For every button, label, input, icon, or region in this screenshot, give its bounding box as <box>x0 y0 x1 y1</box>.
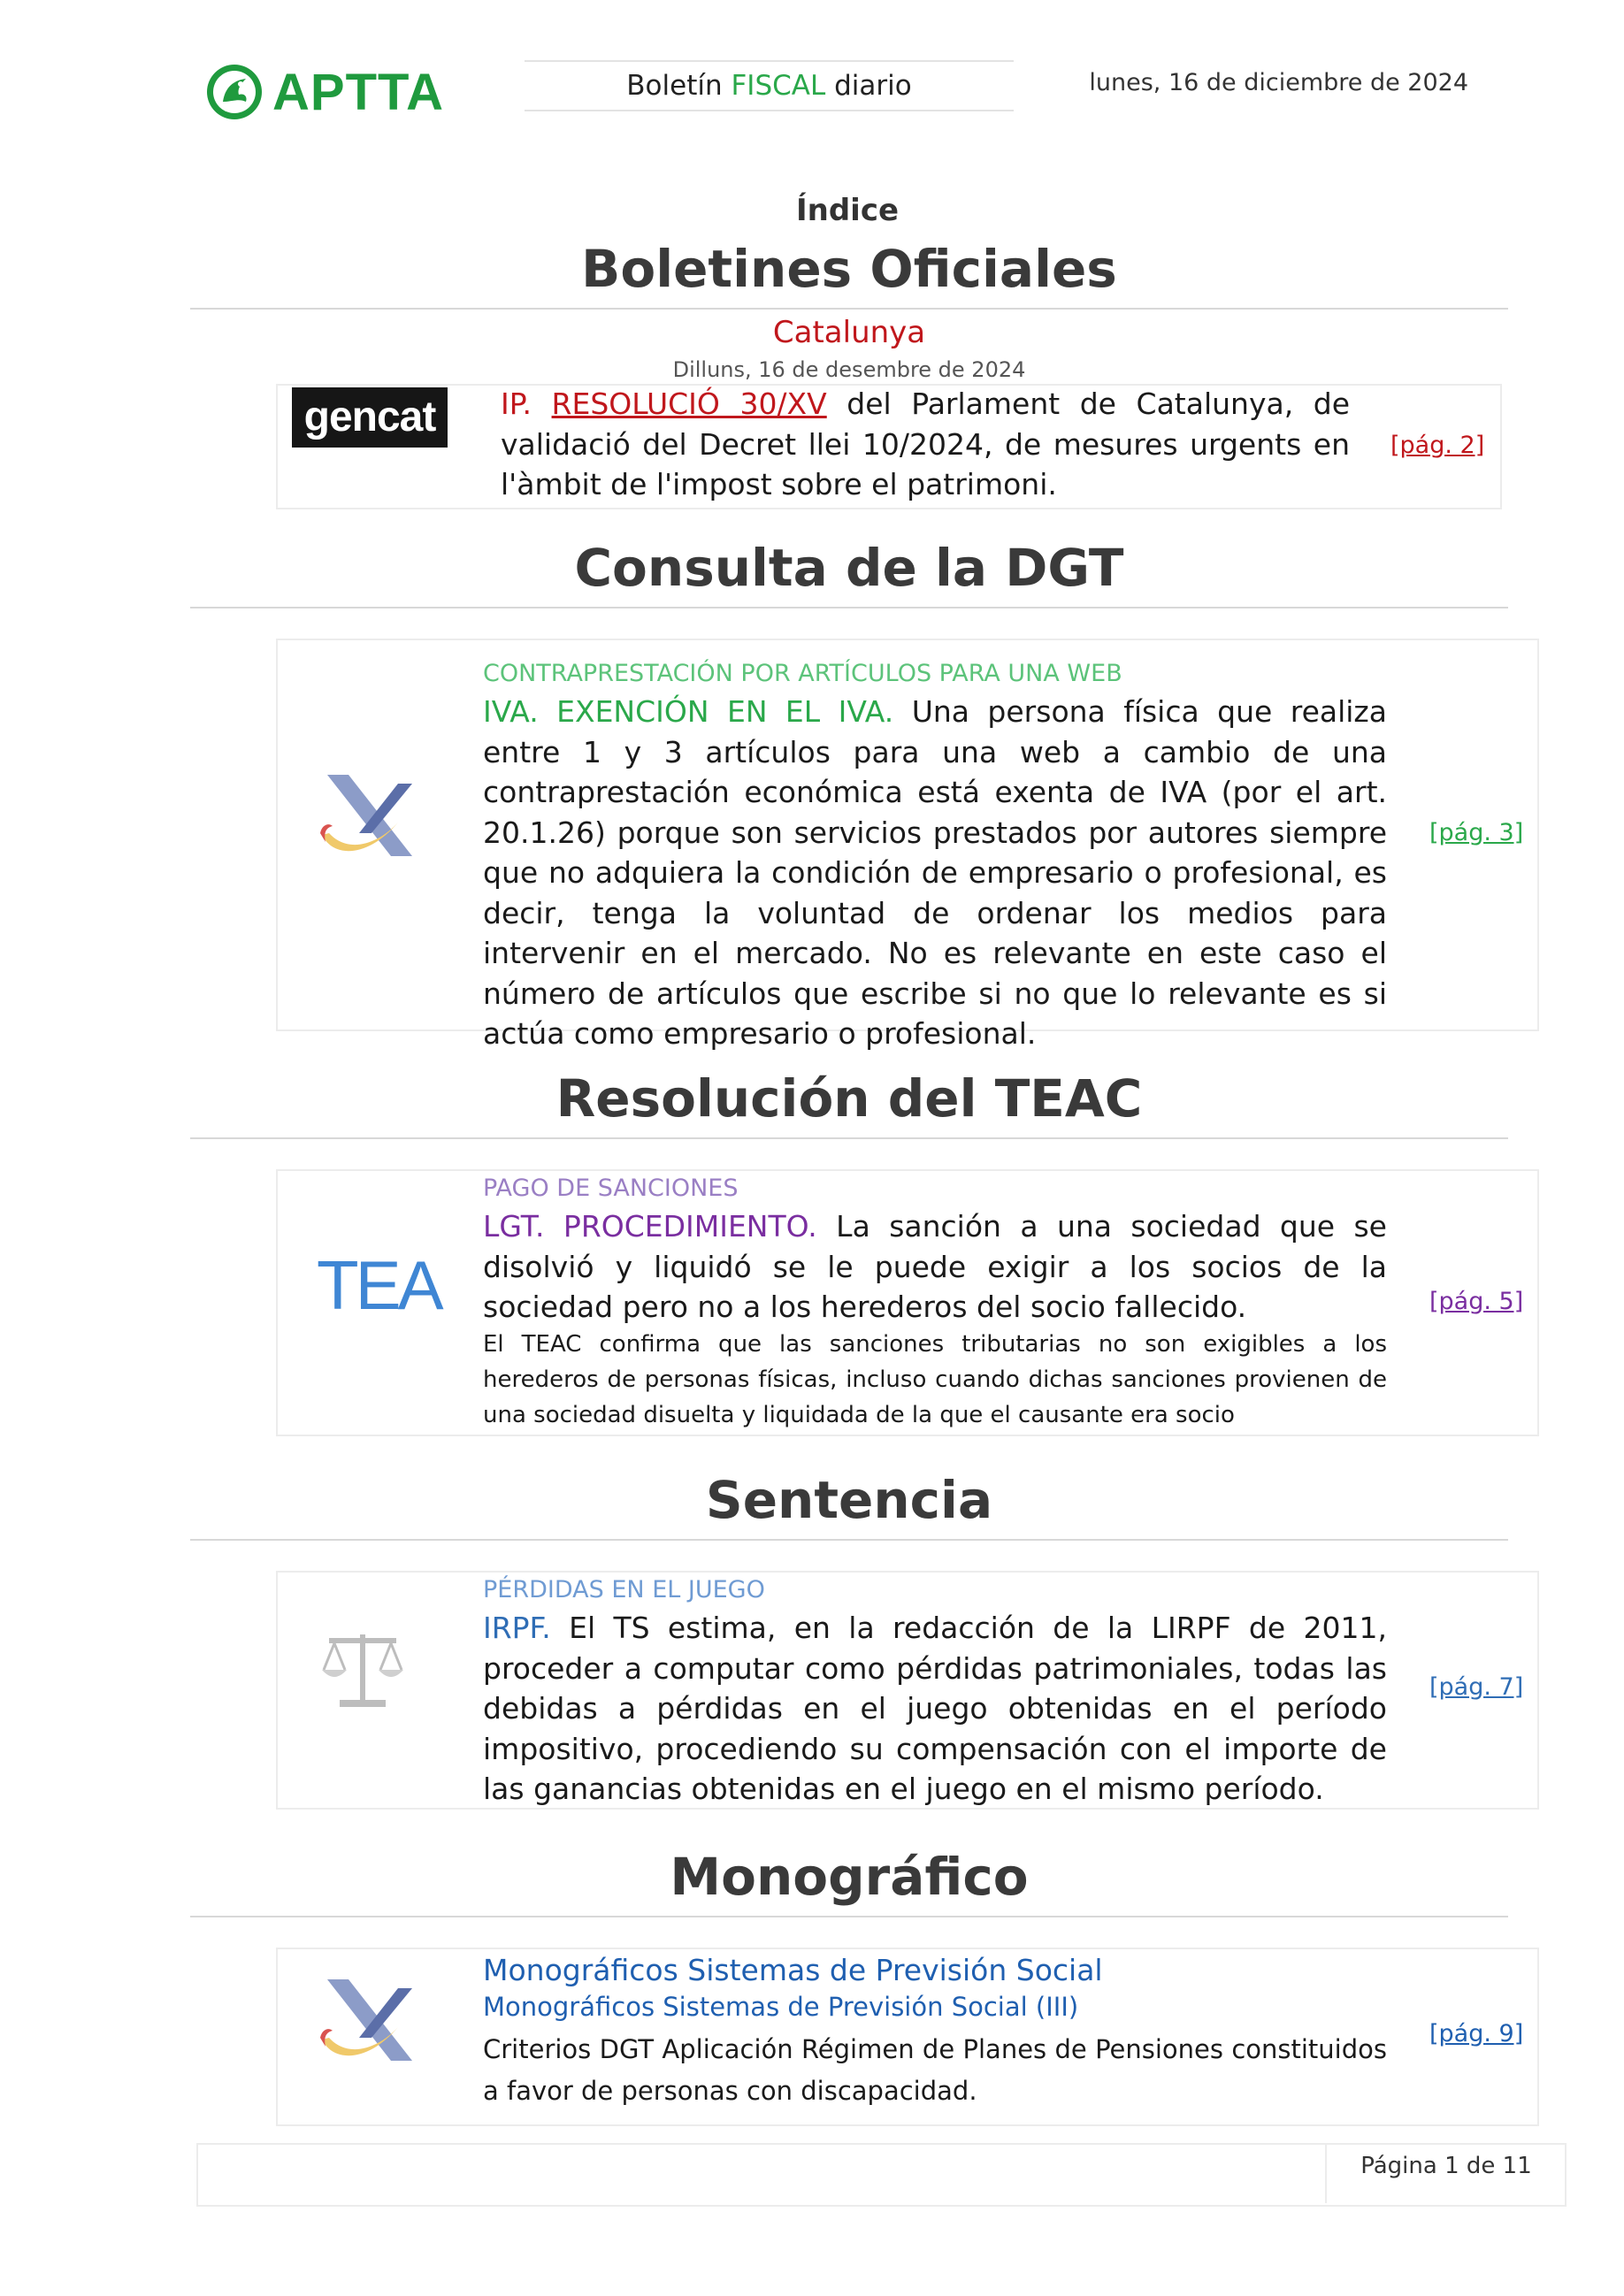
region-date: Dilluns, 16 de desembre de 2024 <box>672 357 1026 382</box>
entry-prefix: IP. <box>501 386 552 421</box>
gencat-logo: gencat <box>292 387 448 448</box>
entry-lead-dgt: IVA. EXENCIÓN EN EL IVA. <box>483 694 894 729</box>
section-heading-boletines: Boletines Oficiales <box>581 239 1117 299</box>
page-number: Página 1 de 11 <box>1360 2153 1532 2179</box>
aptta-emblem-icon <box>205 63 264 121</box>
entry-lead-teac: LGT. PROCEDIMIENTO. <box>483 1209 817 1244</box>
section-heading-monografico: Monográfico <box>670 1847 1029 1907</box>
divider <box>190 1539 1508 1541</box>
header-date: lunes, 16 de diciembre de 2024 <box>1089 69 1468 96</box>
entry-category-teac: PAGO DE SANCIONES <box>483 1175 739 1202</box>
monografico-text: Criterios DGT Aplicación Régimen de Planes de Pensiones constituidos a favor de personas con discapacidad. <box>483 2034 1387 2106</box>
entry-text-boletin: IP. RESOLUCIÓ 30/XV del Parlament de Catalunya, de validació del Decret llei 10/2024, de mesures urgents en l'àmbit de l'impost sobre el patrimoni. <box>501 386 1350 501</box>
scales-of-justice-icon <box>318 1626 407 1714</box>
divider <box>190 1916 1508 1917</box>
bulletin-accent: FISCAL <box>731 70 826 102</box>
logo-text: APTTA <box>272 63 445 121</box>
teac-logo: TEA <box>317 1246 440 1324</box>
footer-divider <box>1325 2143 1327 2203</box>
page-link-7[interactable]: [pág. 7] <box>1429 1673 1524 1701</box>
page-link-9[interactable]: [pág. 9] <box>1429 2020 1524 2047</box>
bulletin-title: Boletín FISCAL diario <box>525 60 1014 111</box>
entry-text-dgt: IVA. EXENCIÓN EN EL IVA. Una persona física que realiza entre 1 y 3 artículos para una web a cambio de una contraprestación económica está exenta de IVA (por el art. 20.1.26) porque son servicios prestados por autores siempre que no adquiera la condición de empresario o profesional, es decir, tenga la voluntad de ordenar los medios para intervenir en el mercado. No es relevante en este caso el número de artículos que escribe si no que lo relevante es si actúa como empresario o profesional. <box>483 694 1387 1051</box>
aptta-logo <box>205 60 453 124</box>
aeat-logo-icon <box>317 1976 416 2068</box>
monografico-subtitle: Monográficos Sistemas de Previsión Social (III) <box>483 1992 1079 2022</box>
entry-text-teac: LGT. PROCEDIMIENTO. La sanción a una sociedad que se disolvió y liquidó se le puede exigir a los socios de la sociedad pero no a los herederos del socio fallecido. <box>483 1209 1387 1324</box>
page-link-2[interactable]: [pág. 2] <box>1390 432 1485 459</box>
resolucio-link[interactable]: RESOLUCIÓ 30/XV <box>551 386 827 421</box>
entry-note-teac: El TEAC confirma que las sanciones tributarias no son exigibles a los herederos de personas físicas, incluso cuando dichas sanciones provienen de una sociedad disuelta y liquidada de la que el causante era socio <box>483 1331 1387 1428</box>
index-label: Índice <box>795 193 900 228</box>
section-heading-teac: Resolución del TEAC <box>555 1068 1143 1129</box>
entry-text-sentencia: IRPF. El TS estima, en la redacción de la LIRPF de 2011, proceder a computar como pérdidas patrimoniales, todas las debidas a pérdidas en el juego obtenidas en el período impositivo, procediendo su compensación con el importe de las ganancias obtenidas en el juego en el mismo período. <box>483 1611 1387 1806</box>
page-link-5[interactable]: [pág. 5] <box>1429 1288 1524 1315</box>
divider <box>190 607 1508 608</box>
divider <box>190 308 1508 310</box>
page-link-3[interactable]: [pág. 3] <box>1429 819 1524 846</box>
divider <box>190 1137 1508 1139</box>
section-heading-sentencia: Sentencia <box>705 1470 993 1530</box>
region-label: Catalunya <box>772 315 926 350</box>
entry-lead-sentencia: IRPF. <box>483 1611 551 1645</box>
entry-category-dgt: CONTRAPRESTACIÓN POR ARTÍCULOS PARA UNA WEB <box>483 660 1122 687</box>
monografico-title: Monográficos Sistemas de Previsión Social <box>483 1953 1103 1987</box>
section-heading-dgt: Consulta de la DGT <box>574 538 1124 598</box>
aeat-logo-icon <box>317 771 416 863</box>
entry-category-sentencia: PÉRDIDAS EN EL JUEGO <box>483 1576 765 1603</box>
